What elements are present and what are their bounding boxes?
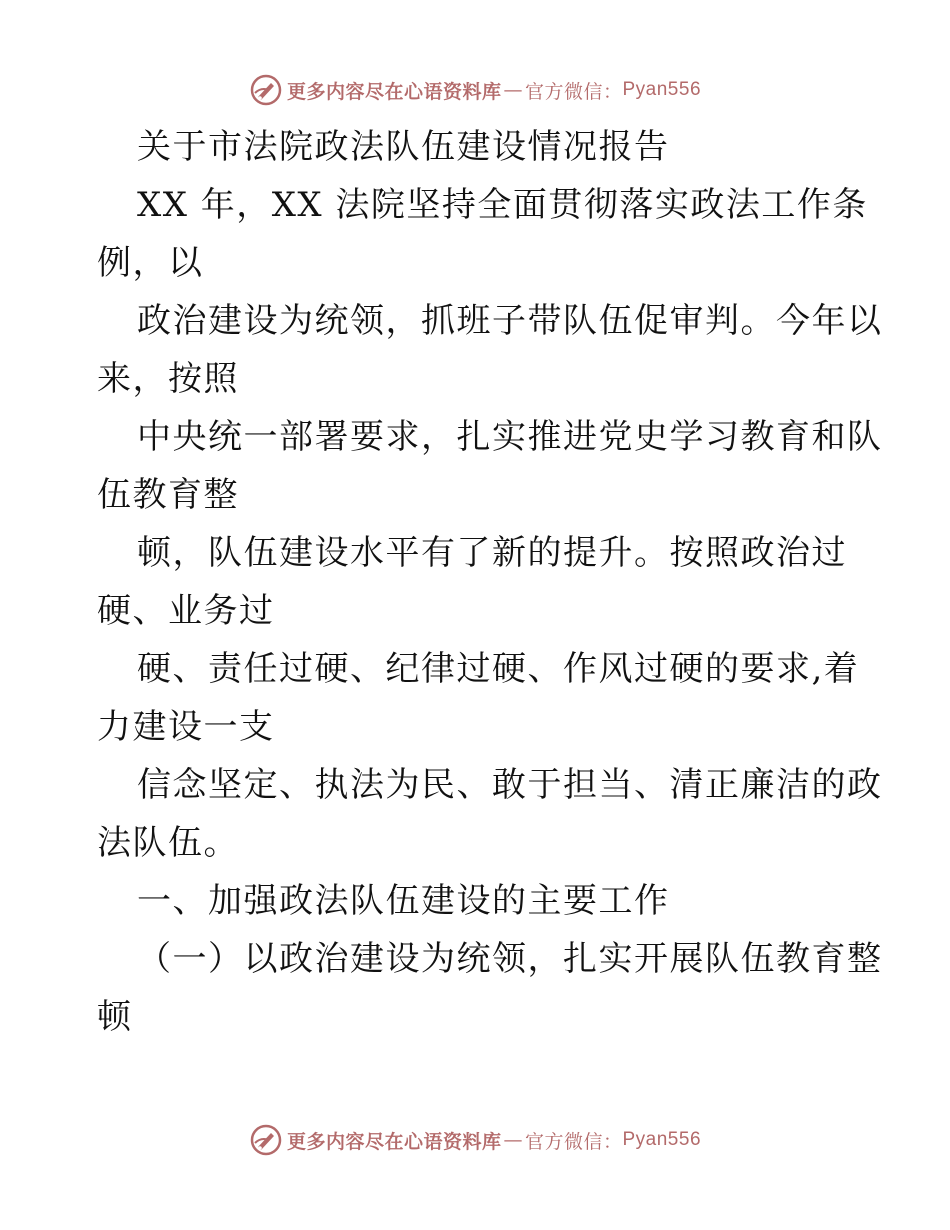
body-line: XX 年，XX 法院坚持全面贯彻落实政法工作条 bbox=[137, 185, 868, 225]
watermark-banner-top bbox=[0, 70, 950, 110]
body-line: 顿 bbox=[97, 997, 133, 1037]
watermark-wechat-id: Pyan556 bbox=[622, 1129, 702, 1150]
body-line: 来，按照 bbox=[97, 359, 239, 399]
body-line: 政治建设为统领，抓班子带队伍促审判。今年以 bbox=[137, 301, 883, 341]
body-line: 法队伍。 bbox=[97, 823, 239, 863]
body-line: 例，以 bbox=[97, 243, 204, 283]
body-line: 顿，队伍建设水平有了新的提升。按照政治过 bbox=[137, 533, 847, 573]
document-body bbox=[97, 118, 883, 1046]
subsection-heading: （一）以政治建设为统领，扎实开展队伍教育整 bbox=[137, 939, 883, 979]
body-line: 信念坚定、执法为民、敢于担当、清正廉洁的政 bbox=[137, 765, 883, 805]
watermark-prefix: 更多内容尽在心语资料库 bbox=[286, 1130, 502, 1153]
document-title: 关于市法院政法队伍建设情况报告 bbox=[137, 127, 670, 167]
section-heading: 一、加强政法队伍建设的主要工作 bbox=[137, 881, 670, 921]
watermark-dash: — bbox=[503, 1129, 523, 1151]
pen-nib-logo-icon bbox=[249, 73, 283, 107]
pen-nib-logo-icon bbox=[249, 1123, 283, 1157]
body-line: 力建设一支 bbox=[97, 707, 275, 747]
body-line: 中央统一部署要求，扎实推进党史学习教育和队 bbox=[137, 417, 883, 457]
body-line: 硬、业务过 bbox=[97, 591, 275, 631]
watermark-wechat-id: Pyan556 bbox=[622, 79, 702, 100]
body-line: 硬、责任过硬、纪律过硬、作风过硬的要求,着 bbox=[137, 649, 860, 689]
body-line: 伍教育整 bbox=[97, 475, 239, 515]
watermark-prefix: 更多内容尽在心语资料库 bbox=[286, 80, 502, 103]
watermark-suffix: 官方微信： bbox=[524, 1130, 623, 1153]
watermark-banner-bottom bbox=[0, 1120, 950, 1160]
watermark-suffix: 官方微信： bbox=[524, 80, 623, 103]
watermark-dash: — bbox=[503, 79, 523, 101]
